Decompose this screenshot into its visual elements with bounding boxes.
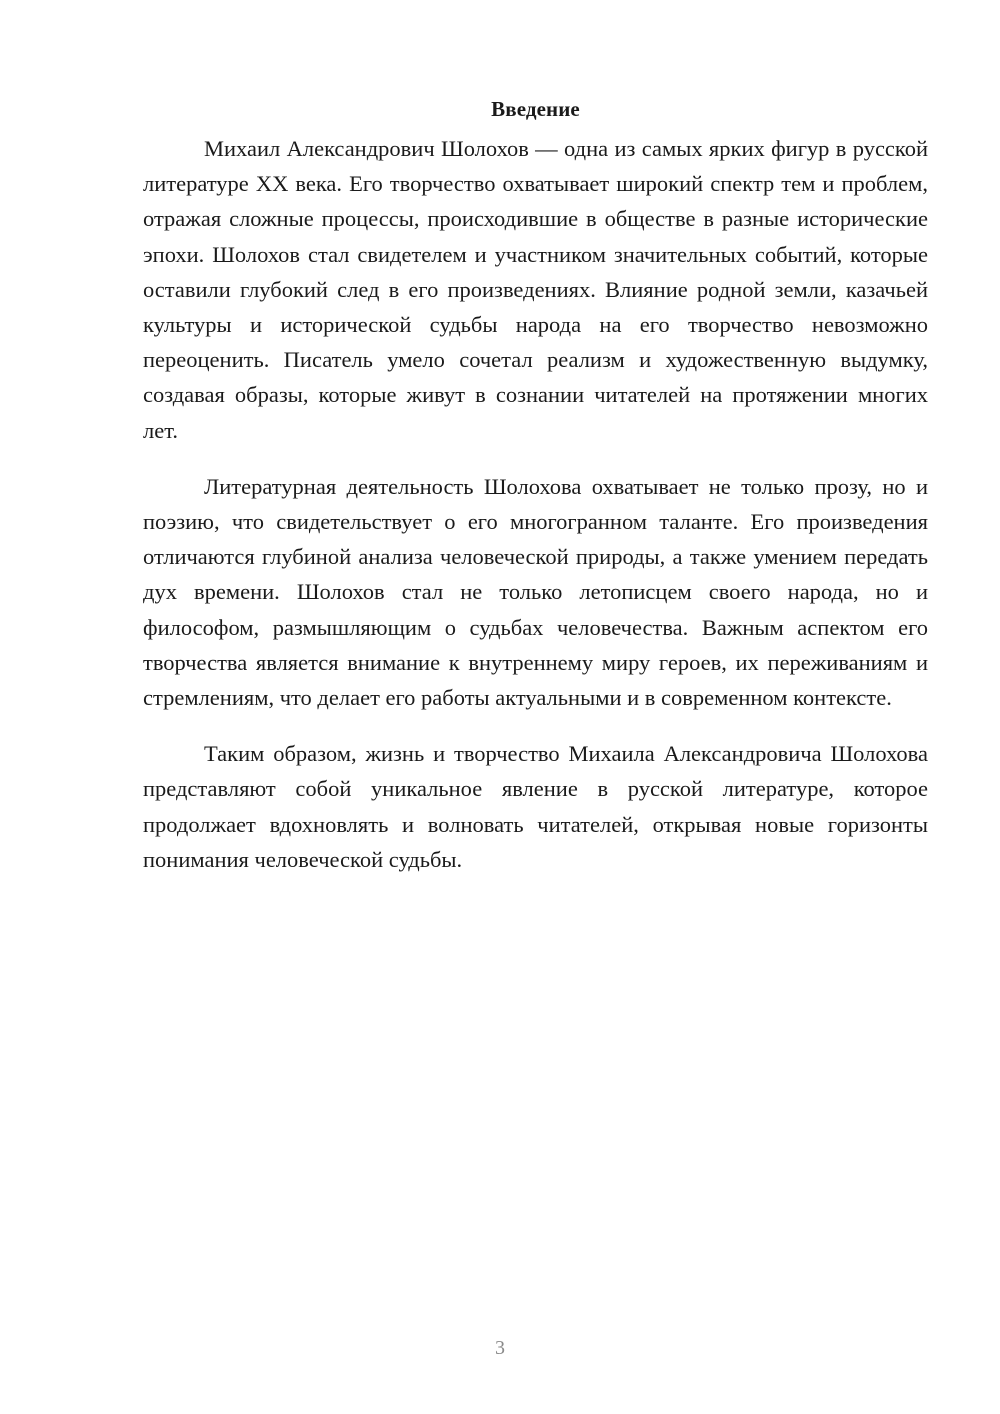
page-content bbox=[143, 92, 928, 898]
paragraph-2: Литературная деятельность Шолохова охватывает не только прозу, но и поэзию, что свидетельствует о его многогранном таланте. Его произведения отличаются глубиной анализа человеческой природы, а также умением передать дух времени. Шолохов стал не только летописцем своего народа, но и философом, размышляющим о судьбах человечества. Важным аспектом его творчества является внимание к внутреннему миру героев, их переживаниям и стремлениям, что делает его работы актуальными и в современном контексте. bbox=[143, 473, 928, 711]
paragraph-3: Таким образом, жизнь и творчество Михаила Александровича Шолохова представляют собой уникальное явление в русской литературе, которое продолжает вдохновлять и волновать читателей, открывая новые горизонты понимания человеческой судьбы. bbox=[143, 741, 928, 872]
page-number: 3 bbox=[495, 1337, 505, 1359]
paragraph-1: Михаил Александрович Шолохов — одна из самых ярких фигур в русской литературе XX века. Его творчество охватывает широкий спектр тем и проблем, отражая сложные процессы, происходившие в обществе в разные исторические эпохи. Шолохов стал свидетелем и участником значительных событий, которые оставили глубокий след в его произведениях. Влияние родной земли, казачьей культуры и исторической судьбы народа на его творчество невозможно переоценить. Писатель умело сочетал реализм и художественную выдумку, создавая образы, которые живут в сознании читателей на протяжении многих лет. bbox=[143, 136, 928, 443]
section-title: Введение bbox=[491, 97, 580, 121]
